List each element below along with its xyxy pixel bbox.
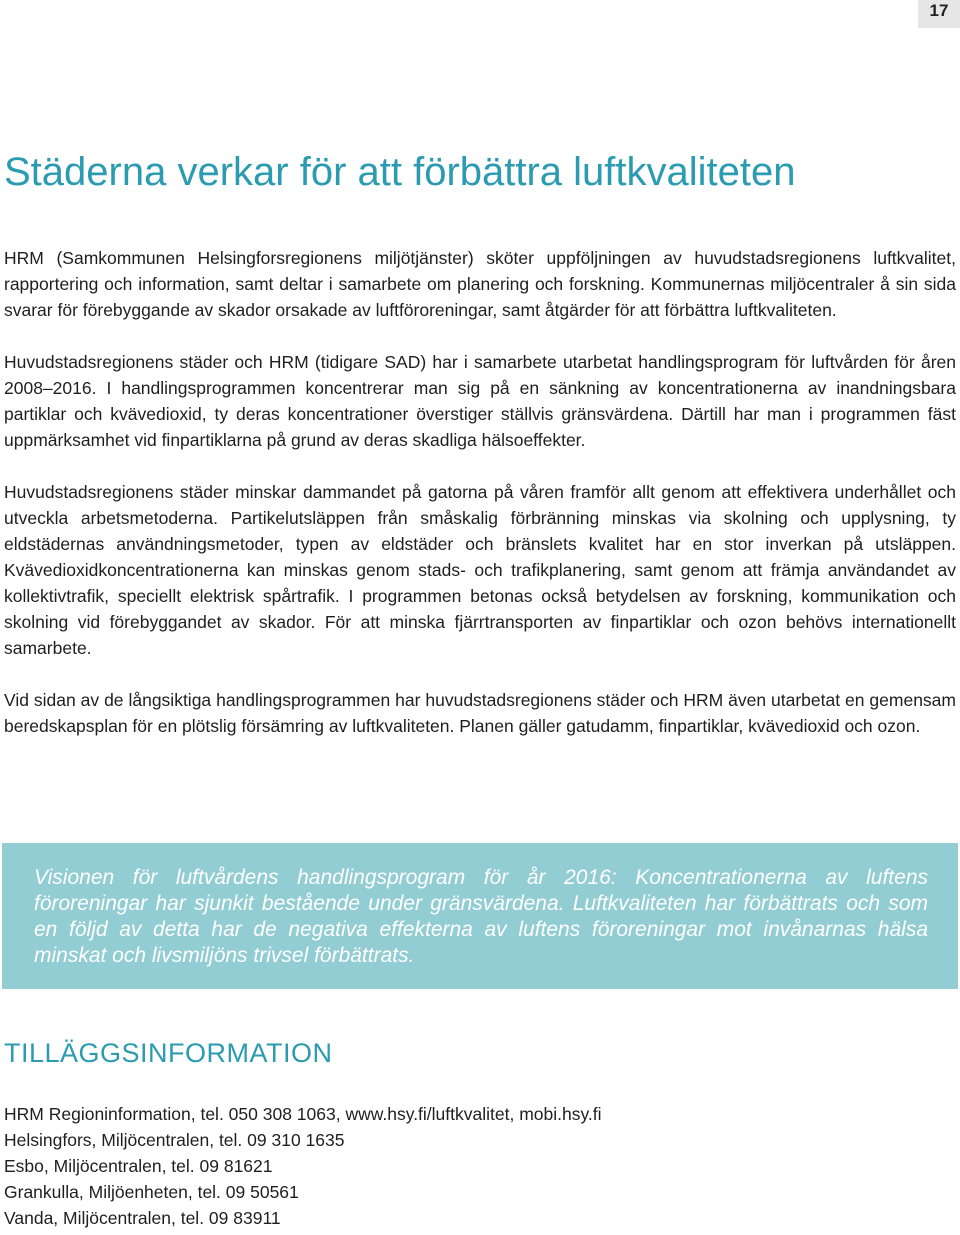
contact-item-vanda: Vanda, Miljöcentralen, tel. 09 83911 bbox=[4, 1208, 281, 1228]
contact-item-esbo: Esbo, Miljöcentralen, tel. 09 81621 bbox=[4, 1156, 273, 1176]
page-number: 17 bbox=[918, 0, 960, 28]
paragraph-emergency-plan: Vid sidan av de långsiktiga handlingsprogrammen har huvudstadsregionens städer och HRM även utarbetat en gemensam beredskapsplan för en plötslig försämring av luftkvaliteten. Planen gäller gatudamm, finpartiklar, kvävedioxid och ozon. bbox=[4, 690, 956, 736]
paragraph-dust-reduction: Huvudstadsregionens städer minskar dammandet på gatorna på våren framför allt genom att effektivera underhållet och utveckla arbetsmetoderna. Partikelutsläppen från småskalig förbränning minskas via skolning och upplysning, ty eldstädernas användningsmetoder, typen av eldstäder och bränslets kvalitet har en stor inverkan på utsläppen. Kvävedioxidkoncentrationerna kan minskas genom stads- och trafikplanering, samt genom att främja användandet av kollektivtrafik, speciellt elektrisk spårtrafik. I programmen betonas också betydelsen av forskning, kommunikation och skolning vid förebyggandet av skador. För att minska fjärrtransporten av finpartiklar och ozon behövs internationellt samarbete. bbox=[4, 482, 956, 658]
contact-item-helsingfors: Helsingfors, Miljöcentralen, tel. 09 310 1635 bbox=[4, 1130, 345, 1150]
paragraph-hrm-intro: HRM (Samkommunen Helsingforsregionens miljötjänster) sköter uppföljningen av huvudstadsregionens luftkvalitet, rapportering och information, samt deltar i samarbete om planering och forskning. Kommunernas miljöcentraler å sin sida svarar för förebyggande av skador orsakade av luftföroreningar, samt åtgärder för att förbättra luftkvaliteten. bbox=[4, 248, 956, 320]
contact-list bbox=[4, 1101, 602, 1231]
contact-item-hrm: HRM Regioninformation, tel. 050 308 1063, www.hsy.fi/luftkvalitet, mobi.hsy.fi bbox=[4, 1104, 602, 1124]
vision-text: Visionen för luftvårdens handlingsprogram för år 2016: Koncentrationerna av luftens föroreningar har sjunkit bestående under gränsvärdena. Luftkvaliteten har förbättrats och som en följd av detta har de negativa effekterna av luftens föroreningar mot invånarnas hälsa minskat och livsmiljöns trivsel förbättrats. bbox=[34, 866, 928, 967]
vision-callout-box bbox=[2, 843, 958, 989]
paragraph-action-programs: Huvudstadsregionens städer och HRM (tidigare SAD) har i samarbete utarbetat handlingsprogram för luftvården för åren 2008–2016. I handlingsprogrammen koncentrerar man sig på en sänkning av koncentrationerna av inandningsbara partiklar och kvävedioxid, ty deras koncentrationer överstiger ställvis gränsvärdena. Därtill har man i programmen fäst uppmärksamhet vid finpartiklarna på grund av deras skadliga hälsoeffekter. bbox=[4, 352, 956, 450]
body-text bbox=[4, 245, 956, 765]
contact-item-grankulla: Grankulla, Miljöenheten, tel. 09 50561 bbox=[4, 1182, 299, 1202]
page-title: Städerna verkar för att förbättra luftkvaliteten bbox=[4, 150, 796, 194]
additional-info-heading: TILLÄGGSINFORMATION bbox=[4, 1038, 333, 1068]
